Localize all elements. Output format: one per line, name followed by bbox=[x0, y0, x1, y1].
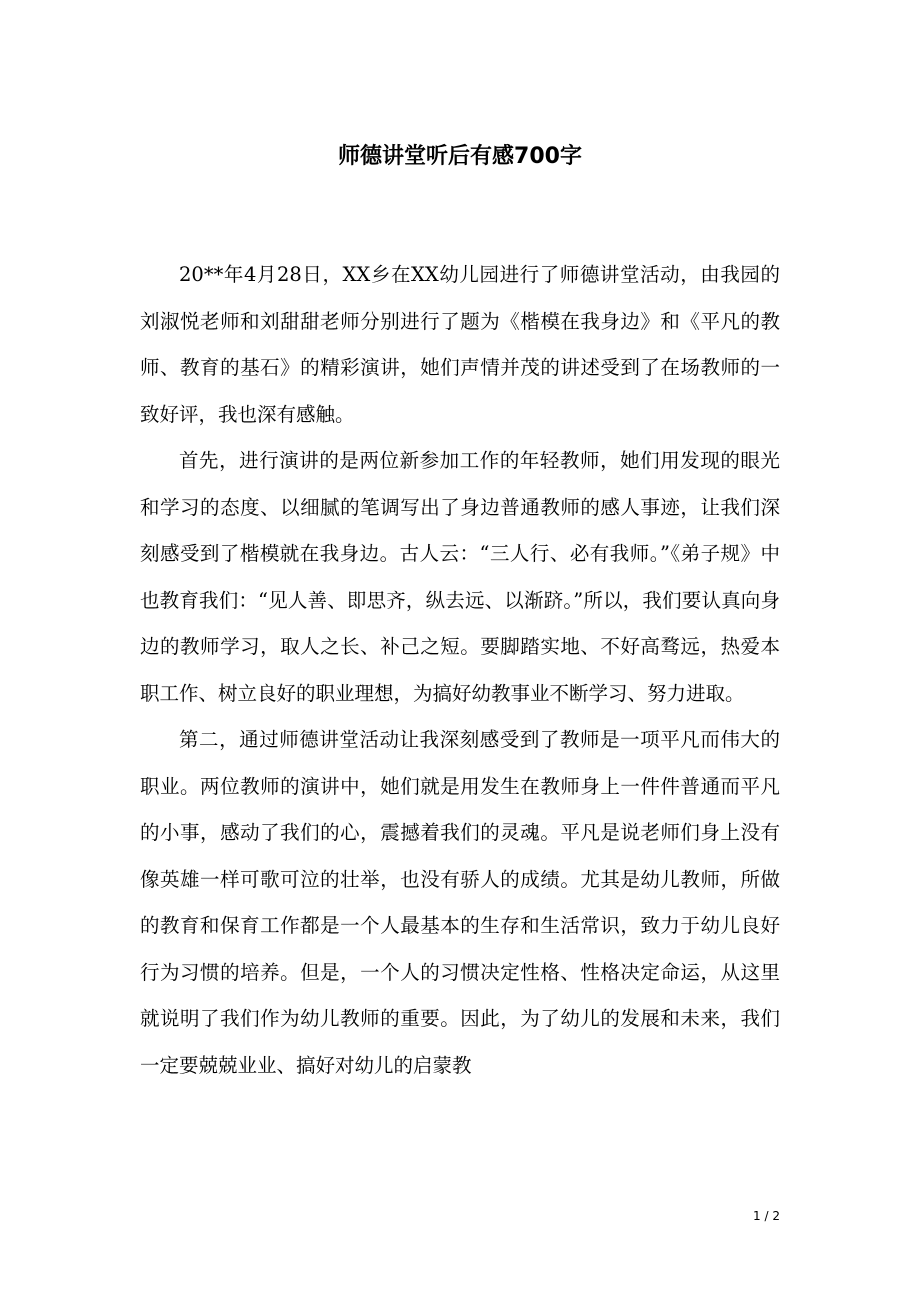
paragraph-first-point: 首先，进行演讲的是两位新参加工作的年轻教师，她们用发现的眼光和学习的态度、以细腻的笔调写出了身边普通教师的感人事迹，让我们深刻感受到了楷模就在我身边。古人云：“三人行、必有我师。”《弟子规》中也教育我们：“见人善、即思齐，纵去远、以渐跻。”所以，我们要认真向身边的教师学习，取人之长、补己之短。要脚踏实地、不好高骛远，热爱本职工作、树立良好的职业理想，为搞好幼教事业不断学习、努力进取。 bbox=[140, 449, 780, 705]
page-number: 1 / 2 bbox=[753, 1209, 780, 1223]
paragraph-second-point: 第二，通过师德讲堂活动让我深刻感受到了教师是一项平凡而伟大的职业。两位教师的演讲中，她们就是用发生在教师身上一件件普通而平凡的小事，感动了我们的心，震撼着我们的灵魂。平凡是说老师们身上没有像英雄一样可歌可泣的壮举，也没有骄人的成绩。尤其是幼儿教师，所做的教育和保育工作都是一个人最基本的生存和生活常识，致力于幼儿良好行为习惯的培养。但是，一个人的习惯决定性格、性格决定命运，从这里就说明了我们作为幼儿教师的重要。因此，为了幼儿的发展和未来，我们一定要兢兢业业、搞好对幼儿的启蒙教 bbox=[140, 728, 780, 1077]
paragraph-intro: 20**年4月28日，XX乡在XX幼儿园进行了师德讲堂活动，由我园的刘淑悦老师和刘甜甜老师分别进行了题为《楷模在我身边》和《平凡的教师、教育的基石》的精彩演讲，她们声情并茂的讲述受到了在场教师的一致好评，我也深有感触。 bbox=[140, 263, 780, 426]
page-title: 师德讲堂听后有感700字 bbox=[338, 144, 582, 169]
document-body bbox=[140, 252, 780, 1089]
